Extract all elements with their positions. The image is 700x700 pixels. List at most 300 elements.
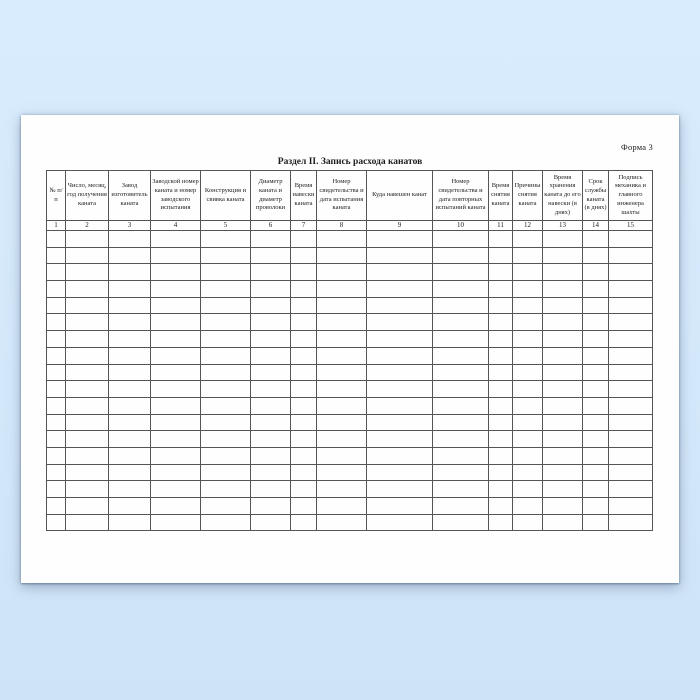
column-number-3: 3 bbox=[109, 221, 151, 231]
blank-cell bbox=[151, 414, 201, 431]
blank-cell bbox=[367, 231, 433, 248]
column-header-8: Номер свидетельства и дата испытания каната bbox=[317, 171, 367, 221]
column-number-12: 12 bbox=[513, 221, 543, 231]
blank-cell bbox=[609, 247, 653, 264]
blank-cell bbox=[433, 347, 489, 364]
blank-cell bbox=[151, 231, 201, 248]
section-title: Раздел II. Запись расхода канатов bbox=[277, 157, 423, 167]
blank-cell bbox=[151, 464, 201, 481]
blank-cell bbox=[543, 264, 583, 281]
blank-cell bbox=[109, 364, 151, 381]
column-header-7: Время навески каната bbox=[291, 171, 317, 221]
blank-row bbox=[47, 381, 653, 398]
blank-cell bbox=[489, 381, 513, 398]
blank-cell bbox=[513, 381, 543, 398]
column-number-10: 10 bbox=[433, 221, 489, 231]
blank-cell bbox=[291, 397, 317, 414]
column-header-3: Завод изготовитель каната bbox=[109, 171, 151, 221]
blank-cell bbox=[489, 247, 513, 264]
blank-cell bbox=[583, 331, 609, 348]
blank-cell bbox=[201, 297, 251, 314]
blank-cell bbox=[317, 347, 367, 364]
blank-cell bbox=[291, 231, 317, 248]
blank-cell bbox=[367, 297, 433, 314]
blank-row bbox=[47, 247, 653, 264]
blank-cell bbox=[47, 498, 66, 515]
blank-cell bbox=[317, 431, 367, 448]
blank-cell bbox=[543, 247, 583, 264]
blank-cell bbox=[47, 447, 66, 464]
blank-cell bbox=[201, 364, 251, 381]
blank-row bbox=[47, 447, 653, 464]
blank-cell bbox=[109, 464, 151, 481]
blank-cell bbox=[433, 498, 489, 515]
blank-cell bbox=[251, 381, 291, 398]
blank-cell bbox=[367, 281, 433, 298]
blank-cell bbox=[583, 264, 609, 281]
blank-cell bbox=[609, 381, 653, 398]
column-header-4: Заводской номер каната и номер заводского испытания bbox=[151, 171, 201, 221]
blank-cell bbox=[513, 264, 543, 281]
blank-cell bbox=[367, 314, 433, 331]
blank-cell bbox=[433, 464, 489, 481]
column-header-2: Число, месяц, год получения каната bbox=[66, 171, 109, 221]
blank-cell bbox=[251, 514, 291, 531]
blank-cell bbox=[317, 498, 367, 515]
blank-cell bbox=[47, 281, 66, 298]
column-header-15: Подпись механика и главного инженера шахты bbox=[609, 171, 653, 221]
blank-cell bbox=[201, 331, 251, 348]
blank-cell bbox=[251, 314, 291, 331]
blank-cell bbox=[66, 331, 109, 348]
blank-cell bbox=[66, 447, 109, 464]
blank-cell bbox=[367, 498, 433, 515]
blank-row bbox=[47, 464, 653, 481]
blank-cell bbox=[201, 281, 251, 298]
blank-cell bbox=[251, 464, 291, 481]
blank-cell bbox=[291, 314, 317, 331]
blank-cell bbox=[47, 414, 66, 431]
blank-cell bbox=[251, 397, 291, 414]
blank-cell bbox=[513, 247, 543, 264]
blank-cell bbox=[489, 481, 513, 498]
blank-cell bbox=[66, 297, 109, 314]
blank-cell bbox=[151, 364, 201, 381]
blank-cell bbox=[609, 447, 653, 464]
blank-cell bbox=[609, 364, 653, 381]
blank-cell bbox=[151, 397, 201, 414]
blank-cell bbox=[433, 514, 489, 531]
blank-cell bbox=[543, 447, 583, 464]
blank-cell bbox=[317, 247, 367, 264]
blank-cell bbox=[109, 331, 151, 348]
blank-cell bbox=[317, 231, 367, 248]
blank-cell bbox=[583, 464, 609, 481]
blank-cell bbox=[109, 447, 151, 464]
blank-cell bbox=[513, 431, 543, 448]
column-number-8: 8 bbox=[317, 221, 367, 231]
blank-cell bbox=[47, 331, 66, 348]
blank-cell bbox=[543, 431, 583, 448]
blank-cell bbox=[201, 264, 251, 281]
blank-cell bbox=[609, 231, 653, 248]
blank-cell bbox=[489, 498, 513, 515]
column-number-11: 11 bbox=[489, 221, 513, 231]
blank-row bbox=[47, 514, 653, 531]
blank-cell bbox=[489, 364, 513, 381]
blank-cell bbox=[201, 481, 251, 498]
blank-cell bbox=[251, 498, 291, 515]
blank-cell bbox=[201, 498, 251, 515]
blank-cell bbox=[513, 481, 543, 498]
blank-cell bbox=[291, 431, 317, 448]
blank-cell bbox=[291, 381, 317, 398]
rope-consumption-table bbox=[46, 170, 653, 531]
blank-cell bbox=[583, 514, 609, 531]
blank-cell bbox=[609, 498, 653, 515]
blank-row bbox=[47, 397, 653, 414]
blank-cell bbox=[66, 247, 109, 264]
blank-cell bbox=[47, 264, 66, 281]
blank-cell bbox=[433, 431, 489, 448]
blank-cell bbox=[151, 281, 201, 298]
blank-cell bbox=[513, 397, 543, 414]
blank-cell bbox=[66, 281, 109, 298]
blank-cell bbox=[367, 481, 433, 498]
column-number-15: 15 bbox=[609, 221, 653, 231]
blank-cell bbox=[513, 314, 543, 331]
blank-cell bbox=[317, 314, 367, 331]
blank-cell bbox=[291, 297, 317, 314]
blank-cell bbox=[291, 498, 317, 515]
blank-cell bbox=[291, 364, 317, 381]
blank-cell bbox=[513, 297, 543, 314]
blank-cell bbox=[66, 481, 109, 498]
blank-cell bbox=[317, 297, 367, 314]
blank-cell bbox=[47, 431, 66, 448]
blank-cell bbox=[201, 231, 251, 248]
blank-cell bbox=[47, 481, 66, 498]
blank-cell bbox=[583, 381, 609, 398]
blank-cell bbox=[47, 247, 66, 264]
blank-cell bbox=[367, 247, 433, 264]
blank-cell bbox=[317, 481, 367, 498]
blank-cell bbox=[513, 231, 543, 248]
blank-cell bbox=[583, 314, 609, 331]
blank-cell bbox=[109, 381, 151, 398]
blank-cell bbox=[367, 514, 433, 531]
blank-cell bbox=[47, 347, 66, 364]
blank-cell bbox=[543, 381, 583, 398]
blank-row bbox=[47, 331, 653, 348]
blank-cell bbox=[513, 514, 543, 531]
blank-cell bbox=[251, 247, 291, 264]
blank-cell bbox=[151, 331, 201, 348]
blank-cell bbox=[583, 481, 609, 498]
column-header-13: Время хранения каната до его навески (в днях) bbox=[543, 171, 583, 221]
blank-cell bbox=[489, 314, 513, 331]
blank-cell bbox=[317, 281, 367, 298]
blank-cell bbox=[367, 464, 433, 481]
column-header-10: Номер свидетельства и дата повторных испытаний каната bbox=[433, 171, 489, 221]
blank-cell bbox=[543, 347, 583, 364]
blank-cell bbox=[609, 431, 653, 448]
blank-cell bbox=[609, 297, 653, 314]
blank-cell bbox=[47, 397, 66, 414]
column-header-9: Куда навешен канат bbox=[367, 171, 433, 221]
blank-cell bbox=[201, 347, 251, 364]
blank-row bbox=[47, 314, 653, 331]
blank-cell bbox=[583, 231, 609, 248]
blank-cell bbox=[609, 331, 653, 348]
blank-cell bbox=[251, 347, 291, 364]
blank-cell bbox=[609, 264, 653, 281]
blank-cell bbox=[291, 481, 317, 498]
column-number-13: 13 bbox=[543, 221, 583, 231]
blank-cell bbox=[251, 447, 291, 464]
blank-cell bbox=[433, 247, 489, 264]
blank-row bbox=[47, 498, 653, 515]
column-number-14: 14 bbox=[583, 221, 609, 231]
blank-cell bbox=[47, 464, 66, 481]
blank-cell bbox=[291, 247, 317, 264]
blank-cell bbox=[66, 498, 109, 515]
column-number-9: 9 bbox=[367, 221, 433, 231]
blank-cell bbox=[151, 431, 201, 448]
blank-cell bbox=[151, 447, 201, 464]
blank-cell bbox=[367, 264, 433, 281]
blank-cell bbox=[251, 264, 291, 281]
blank-cell bbox=[47, 364, 66, 381]
blank-cell bbox=[201, 314, 251, 331]
blank-cell bbox=[109, 314, 151, 331]
blank-cell bbox=[291, 447, 317, 464]
blank-cell bbox=[47, 231, 66, 248]
column-number-2: 2 bbox=[66, 221, 109, 231]
blank-cell bbox=[489, 397, 513, 414]
blank-cell bbox=[47, 314, 66, 331]
blank-cell bbox=[251, 281, 291, 298]
blank-cell bbox=[151, 247, 201, 264]
blank-cell bbox=[109, 231, 151, 248]
blank-cell bbox=[609, 281, 653, 298]
blank-cell bbox=[543, 514, 583, 531]
blank-cell bbox=[367, 414, 433, 431]
blank-row bbox=[47, 431, 653, 448]
column-number-6: 6 bbox=[251, 221, 291, 231]
blank-cell bbox=[583, 347, 609, 364]
blank-cell bbox=[583, 281, 609, 298]
blank-cell bbox=[201, 397, 251, 414]
blank-cell bbox=[543, 231, 583, 248]
blank-cell bbox=[66, 414, 109, 431]
blank-cell bbox=[513, 281, 543, 298]
blank-cell bbox=[47, 297, 66, 314]
blank-cell bbox=[489, 347, 513, 364]
blank-cell bbox=[201, 514, 251, 531]
blank-cell bbox=[151, 514, 201, 531]
blank-cell bbox=[543, 498, 583, 515]
column-header-11: Время снятия каната bbox=[489, 171, 513, 221]
blank-cell bbox=[433, 297, 489, 314]
document-page bbox=[21, 115, 679, 583]
blank-cell bbox=[251, 364, 291, 381]
blank-cell bbox=[367, 364, 433, 381]
blank-cell bbox=[251, 481, 291, 498]
blank-cell bbox=[251, 414, 291, 431]
blank-row bbox=[47, 297, 653, 314]
blank-cell bbox=[151, 347, 201, 364]
blank-cell bbox=[109, 347, 151, 364]
blank-cell bbox=[66, 314, 109, 331]
blank-cell bbox=[609, 397, 653, 414]
column-number-5: 5 bbox=[201, 221, 251, 231]
blank-cell bbox=[66, 431, 109, 448]
blank-cell bbox=[513, 331, 543, 348]
column-header-5: Конструкция и свивка каната bbox=[201, 171, 251, 221]
blank-cell bbox=[151, 297, 201, 314]
blank-cell bbox=[251, 231, 291, 248]
blank-cell bbox=[317, 381, 367, 398]
blank-cell bbox=[317, 264, 367, 281]
blank-cell bbox=[433, 481, 489, 498]
blank-cell bbox=[433, 281, 489, 298]
blank-cell bbox=[151, 381, 201, 398]
blank-cell bbox=[433, 264, 489, 281]
blank-cell bbox=[317, 364, 367, 381]
blank-cell bbox=[489, 297, 513, 314]
blank-cell bbox=[609, 314, 653, 331]
blank-cell bbox=[109, 264, 151, 281]
blank-cell bbox=[609, 514, 653, 531]
blank-cell bbox=[433, 397, 489, 414]
blank-cell bbox=[291, 331, 317, 348]
blank-cell bbox=[433, 447, 489, 464]
blank-cell bbox=[543, 297, 583, 314]
blank-cell bbox=[201, 414, 251, 431]
blank-cell bbox=[66, 514, 109, 531]
column-number-1: 1 bbox=[47, 221, 66, 231]
blank-cell bbox=[291, 514, 317, 531]
blank-cell bbox=[433, 381, 489, 398]
blank-cell bbox=[513, 447, 543, 464]
blank-row bbox=[47, 231, 653, 248]
blank-cell bbox=[583, 431, 609, 448]
blank-cell bbox=[543, 414, 583, 431]
blank-row bbox=[47, 481, 653, 498]
blank-cell bbox=[317, 464, 367, 481]
blank-cell bbox=[513, 498, 543, 515]
blank-cell bbox=[583, 297, 609, 314]
blank-cell bbox=[251, 297, 291, 314]
column-header-6: Диаметр каната и диаметр проволоки bbox=[251, 171, 291, 221]
blank-cell bbox=[513, 464, 543, 481]
blank-cell bbox=[291, 264, 317, 281]
blank-cell bbox=[251, 431, 291, 448]
blank-cell bbox=[317, 447, 367, 464]
blank-cell bbox=[543, 481, 583, 498]
blank-cell bbox=[367, 331, 433, 348]
blank-cell bbox=[109, 281, 151, 298]
blank-cell bbox=[291, 347, 317, 364]
blank-cell bbox=[151, 498, 201, 515]
blank-cell bbox=[66, 231, 109, 248]
blank-cell bbox=[583, 364, 609, 381]
blank-cell bbox=[66, 264, 109, 281]
blank-cell bbox=[543, 364, 583, 381]
blank-cell bbox=[151, 264, 201, 281]
blank-cell bbox=[489, 431, 513, 448]
blank-cell bbox=[433, 414, 489, 431]
blank-cell bbox=[513, 347, 543, 364]
blank-cell bbox=[543, 281, 583, 298]
blank-cell bbox=[47, 381, 66, 398]
blank-cell bbox=[109, 297, 151, 314]
blank-cell bbox=[543, 397, 583, 414]
blank-cell bbox=[489, 281, 513, 298]
form-number-label: Форма 3 bbox=[621, 142, 653, 152]
blank-cell bbox=[433, 364, 489, 381]
blank-cell bbox=[109, 247, 151, 264]
blank-cell bbox=[151, 481, 201, 498]
blank-cell bbox=[201, 247, 251, 264]
blank-cell bbox=[489, 464, 513, 481]
blank-cell bbox=[489, 331, 513, 348]
blank-row bbox=[47, 281, 653, 298]
blank-cell bbox=[543, 464, 583, 481]
blank-cell bbox=[367, 447, 433, 464]
blank-cell bbox=[367, 381, 433, 398]
blank-cell bbox=[489, 447, 513, 464]
blank-cell bbox=[109, 414, 151, 431]
blank-cell bbox=[583, 247, 609, 264]
blank-cell bbox=[109, 514, 151, 531]
blank-row bbox=[47, 414, 653, 431]
blank-cell bbox=[489, 414, 513, 431]
blank-cell bbox=[66, 381, 109, 398]
blank-row bbox=[47, 364, 653, 381]
blank-cell bbox=[201, 431, 251, 448]
blank-cell bbox=[609, 481, 653, 498]
blank-cell bbox=[66, 397, 109, 414]
blank-cell bbox=[543, 331, 583, 348]
blank-cell bbox=[489, 514, 513, 531]
blank-cell bbox=[317, 414, 367, 431]
blank-cell bbox=[201, 447, 251, 464]
blank-cell bbox=[489, 231, 513, 248]
blank-cell bbox=[367, 431, 433, 448]
blank-cell bbox=[433, 314, 489, 331]
blank-cell bbox=[513, 364, 543, 381]
blank-cell bbox=[66, 464, 109, 481]
blank-cell bbox=[66, 347, 109, 364]
blank-cell bbox=[317, 331, 367, 348]
blank-cell bbox=[367, 397, 433, 414]
blank-cell bbox=[201, 381, 251, 398]
blank-cell bbox=[583, 447, 609, 464]
blank-cell bbox=[151, 314, 201, 331]
blank-cell bbox=[251, 331, 291, 348]
blank-cell bbox=[291, 414, 317, 431]
blank-cell bbox=[291, 281, 317, 298]
blank-row bbox=[47, 347, 653, 364]
blank-cell bbox=[109, 498, 151, 515]
blank-cell bbox=[609, 347, 653, 364]
blank-cell bbox=[109, 397, 151, 414]
blank-cell bbox=[433, 231, 489, 248]
blank-cell bbox=[317, 514, 367, 531]
blank-cell bbox=[109, 481, 151, 498]
